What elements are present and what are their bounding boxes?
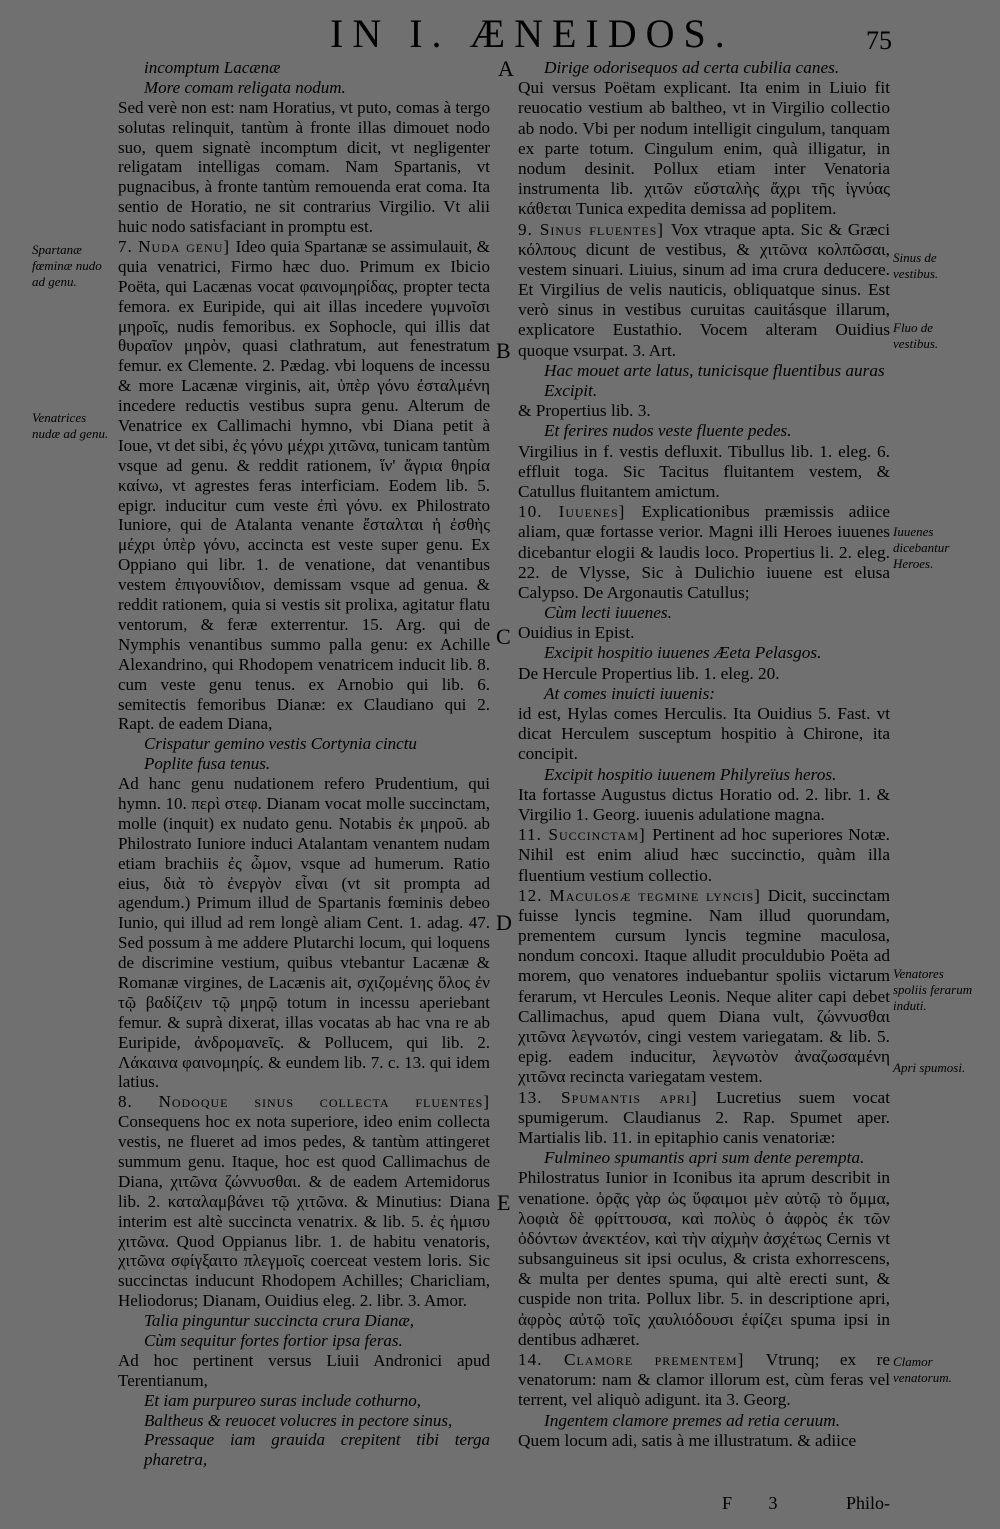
- paragraph: [518, 886, 890, 1088]
- paragraph-text: id est, Hylas comes Herculis. Ita Ouidius 5. Fast. vt dicat Herculem susceptum hospitio à Chirone, ita concipit.: [518, 704, 890, 764]
- paragraph: [118, 1092, 490, 1311]
- verse-text: Pressaque iam grauida crepitent tibi terga pharetra,: [144, 1430, 490, 1470]
- paragraph-text: Vtrunq; ex re venatorum: nam & clamor illorum est, cùm feras vel terrent, vel aliquò adigunt. ita 3. Georg.: [518, 1350, 890, 1410]
- margin-letter-e: E: [497, 1190, 511, 1215]
- verse-line: [118, 754, 490, 774]
- paragraph-text: Vox vtraque apta. Sic & Græci κόλπους dicunt de vestibus, & χιτῶνα κολπῶσαι, vestem sinuari. Liuius, sinum ad ima crura deducere. Et Virgilius de velis nauticis, obliquatque sinus. Est verò sinus in vestibus curuitas cauitásque illarum, explicatore Eustathio. Vocem alteram Ouidius quoque vsurpat. 3. Art.: [518, 219, 891, 360]
- paragraph-text: & Propertius lib. 3.: [518, 401, 651, 421]
- verse-text: Baltheus & reuocet volucres in pectore sinus,: [144, 1410, 453, 1430]
- paragraph-text: Ad hanc genu nudationem refero Prudentium, qui hymn. 10. περὶ στεφ. Dianam vocat molle succinctam, molle (inquit) ex nudato genu. Notabis ἐκ μηροῦ. ab Philostrato Iuniore induci Atalantam venantem nudam etiam brachiis ἐς ὦμον, vsque ad humerum. Ratio eius, διὰ τὸ ἐνεργὸν εἶναι (vt sit prompta ad agendum.) Primum illud de Spartanis fœminis debeo Iunio, qui illud ad rem longè aliam Cent. 1. adag. 47. Sed possum à me addere Plutarchi locum, qui loquens de discrimine vestium, quibus vtebantur Lacænæ & Romanæ virgines, de Lacænis ait, σχιζομένης ὅλος ἐν τῷ βαδίζειν τῷ μηρῷ totum in incessu aperiebant femur. & suprà dixerat, illas vocatas ab hac vna re ab Euripide, ἀνδρομανεῖς. & Pollucem, qui lib. 2. Λάκαινα φαινομηρίς. & eundem lib. 7. c. 13. qui idem latius.: [118, 774, 490, 1092]
- paragraph: [518, 1168, 890, 1350]
- verse-line: [518, 421, 890, 441]
- paragraph-text: Explicationibus præmissis adiice aliam, quæ fortasse verior. Magni illi Heroes iuuenes dicebantur elogii & laudis loco. Propertius li. 2. eleg. 22. de Vlysse, Sic à Dulichio iuuene est elusa Calypso. De Argonautis Catullus;: [518, 502, 890, 602]
- paragraph: [118, 237, 490, 734]
- margin-letter-a: A: [498, 56, 514, 81]
- catchword: Philo-: [846, 1493, 891, 1513]
- right-gloss-fluo: Fluo de vestibus.: [893, 320, 939, 351]
- paragraph-text: Ita fortasse Augustus dictus Horatio od. 2. libr. 1. & Virgilio 1. Georg. iuuenis adulatione magna.: [518, 784, 890, 824]
- verse-text: Dirige odorisequos ad certa cubilia canes.: [544, 58, 840, 77]
- verse-text: Talia pinguntur succincta crura Dianæ,: [144, 1311, 414, 1331]
- verse-text: Excipit.: [544, 381, 598, 400]
- lemma-heading: 13. Spumantis apri]: [518, 1087, 717, 1107]
- paragraph: [518, 704, 890, 765]
- lemma-heading: 7. Nuda genu]: [118, 237, 236, 257]
- paragraph: [518, 401, 890, 421]
- paragraph: [118, 1351, 490, 1391]
- verse-line: [518, 1411, 890, 1431]
- verse-line: [118, 1430, 490, 1470]
- paragraph: [518, 825, 890, 886]
- paragraph: [518, 502, 890, 603]
- right-gloss-clamor: Clamor venatorum.: [893, 1354, 952, 1385]
- paragraph-text: Ideo quia Spartanæ se assimulauit, & quia venatrici, Firmo hæc duo. Primum ex Ibicio Poëta, qui Lacænas vocat φαινομηρίδας, propter tecta femora. ex Euripide, qui ait illas incedere γυμνοῖσι μηροῖς, nudis femoribus. ex Sophocle, qui illis dat θυραῖον μηρὸν, quasi clathratum, aut fenestratum femur. ex Clemente. 2. Pædag. vbi loquens de incessu & more Lacænæ virginis, ait, ὑπὲρ γόνυ ἐσταλμένη incedere reductis vestibus supra genu. Alterum de Venatrice ex Callimachi hymno, vbi Diana petit à Ioue, vt det sibi, ἐς γόνυ μέχρι χιτῶνα, tunicam tantùm vsque ad genu. & reddit rationem, ἵν' ἄγρια θηρία καίνω, vt agrestes feras interficiam. Eodem lib. 5. epigr. inducitur cum veste ἐπὶ γόνυ. ex Philostrato Iuniore, qui de Atalanta venante ἔσταλται ἡ ἐσθὴς μέχρι ὑπὲρ γόνυ, accincta est veste super genu. Ex Oppiano qui libr. 1. de venatione, dat venantibus vestem ἐπιγουνίδιον, demissam vsque ad genua. & reddit rationem, quia si vestis sit prolixa, agitatur flatu ventorum, & feræ exterrentur. 15. Arg. qui de Nymphis venantibus summo palla genu: ex Achille Alexandrino, qui Rhodopem venatricem inducit lib. 8. cum veste genu tenus. ex Arnobio qui lib. 6. semitectis femoribus Dianæ: ex Claudiano qui 2. Rapt. de eadem Diana,: [118, 237, 490, 734]
- verse-line: [518, 1148, 890, 1168]
- verse-text: Fulmineo spumantis apri sum dente perempta.: [544, 1148, 865, 1168]
- paragraph: [518, 623, 890, 643]
- paragraph-text: Philostratus Iunior in Iconibus ita aprum describit in venatione. ὁρᾷς γὰρ ὡς ὕφαιμοι μὲν αὐτῷ τὸ ὄμμα, λοφιὰ δὲ φρίττουσα, καὶ πολὺς ὁ ἀφρὸς ἐκ τῶν ὀδόντων ἀνεκτέον, καὶ τὴν αἰχμὴν ἀσχέτως Cernis vt subsanguineus sit ipsi oculus, & crista exhorrescens, & multa per dentes spuma, qui altè erecti sunt, & cuspide non trita. Pollux libr. 5. in descriptione apri, ἀφρὸς αὐτῷ τοῖς χαυλιόδουσι ἐφίζει spuma ipsi in dentibus adhæret.: [518, 1168, 890, 1349]
- margin-letter-d: D: [496, 910, 512, 935]
- paragraph-text: Pertinent ad hoc superiores Notæ. Nihil est enim aliud hæc succinctio, quàm illa fluentium vestium collectio.: [518, 825, 890, 885]
- paragraph-text: Quem locum adi, satis à me illustratum. & adiice: [518, 1430, 857, 1450]
- verse-text: Crispatur gemino vestis Cortynia cinctu: [144, 734, 417, 754]
- verse-line: [518, 765, 890, 785]
- lemma-heading: 10. Iuuenes]: [518, 502, 642, 522]
- verse-line: [118, 1411, 490, 1431]
- paragraph: [518, 1088, 890, 1149]
- verse-line: [118, 78, 490, 98]
- paragraph: [518, 220, 890, 361]
- paragraph-text: Sed verè non est: nam Horatius, vt puto, comas à tergo solutas relinquit, tantùm à fronte illas dimouet nodo suo, quem signatè incomptum dicit, vt negligenter religatam intelligas comam. Nam Spartanis, vt pugnacibus, à fronte tantùm remouenda erat coma. Ita sentio de Horatio, ne sit contrarius Virgilio. Vt alii huic nodo satisfaciant in promptu est.: [118, 97, 490, 237]
- verse-text: Et ferires nudos veste fluente pedes.: [544, 421, 792, 441]
- left-text-column: [118, 58, 490, 1470]
- verse-line: [118, 734, 490, 754]
- verse-text: Excipit hospitio iuuenes Æeta Pelasgos.: [544, 643, 822, 663]
- paragraph: [518, 664, 890, 684]
- paragraph-text: Qui versus Poëtam explicant. Ita enim in Liuio fit reuocatio vestium ab baltheo, vt in Virgilio collectio ab nodo. Vbi per nodum intelligit cingulum, tanquam ex parte totum. Cingulum enim, quà illigatur, in nodum desinit. Pollux etiam inter Venatoria instrumenta lib. χιτῶν εὔσταλὴς ἄχρι τῆς ἰγνύας κάθεται Tunica expedita demissa ad poplitem.: [518, 78, 890, 219]
- lemma-heading: 8. Nodoque sinus collecta fluentes]: [118, 1092, 490, 1112]
- page-number: 75: [866, 26, 892, 55]
- verse-line: [518, 361, 890, 381]
- paragraph: [518, 442, 890, 503]
- paragraph: [518, 1350, 890, 1411]
- verse-text: Hac mouet arte latus, tunicisque fluentibus auras: [544, 360, 885, 380]
- running-title: IN I. ÆNEIDOS.: [330, 11, 734, 56]
- right-gloss-sinus: Sinus de vestibus.: [893, 250, 939, 281]
- verse-text: Cùm lecti iuuenes.: [544, 603, 672, 623]
- paragraph: [518, 785, 890, 825]
- paragraph: [118, 98, 490, 237]
- right-gloss-apri: Apri spumosi.: [893, 1060, 966, 1075]
- verse-line: [518, 58, 890, 78]
- right-gloss-iuuenes: Iuuenes dicebantur Heroes.: [893, 524, 950, 571]
- left-gloss-spartan-women: Spartanæ fœminæ nudo ad genu.: [32, 242, 102, 289]
- verse-text: Et iam purpureo suras include cothurno,: [144, 1390, 422, 1410]
- verse-text: Poplite fusa tenus.: [144, 754, 271, 774]
- lemma-heading: 11. Succinctam]: [518, 825, 653, 845]
- verse-line: [518, 381, 890, 401]
- verse-line: [518, 603, 890, 623]
- verse-line: [118, 1311, 490, 1331]
- margin-letter-b: B: [496, 338, 511, 363]
- paragraph: [118, 774, 490, 1092]
- verse-line: [118, 1391, 490, 1411]
- paragraph-text: Ouidius in Epist.: [518, 623, 635, 643]
- verse-line: [118, 58, 490, 78]
- lemma-heading: 14. Clamore prementem]: [518, 1350, 766, 1369]
- lemma-heading: 12. Maculosæ tegmine lyncis]: [518, 885, 768, 905]
- paragraph: [518, 78, 890, 219]
- verse-text: More comam religata nodum.: [144, 77, 346, 97]
- right-gloss-venatores: Venatores spoliis ferarum induti.: [893, 966, 973, 1013]
- verse-text: Excipit hospitio iuuenem Philyreïus heros.: [544, 764, 837, 784]
- verse-line: [118, 1331, 490, 1351]
- lemma-heading: 9. Sinus fluentes]: [518, 219, 671, 239]
- paragraph-text: De Hercule Propertius lib. 1. eleg. 20.: [518, 663, 780, 683]
- verse-line: [518, 643, 890, 663]
- verse-text: incomptum Lacænæ: [144, 58, 281, 77]
- left-gloss-huntresses: Venatrices nudæ ad genu.: [32, 410, 109, 441]
- paragraph-text: Ad hoc pertinent versus Liuii Andronici apud Terentianum,: [118, 1350, 490, 1390]
- paragraph-text: Virgilius in f. vestis defluxit. Tibullus lib. 1. eleg. 6. effluit toga. Sic Tacitus fluitantem vestem, & Catullus fluitantem amictum.: [518, 441, 890, 501]
- verse-line: [518, 684, 890, 704]
- paragraph: [518, 1431, 890, 1451]
- signature-mark: F 3: [722, 1493, 794, 1513]
- paragraph-text: Lucretius suem vocat spumigerum. Claudianus 2. Rap. Spumet aper. Martialis lib. 11. in epitaphio canis venatoriæ:: [518, 1087, 890, 1147]
- verse-text: Cùm sequitur fortes fortior ipsa feras.: [144, 1331, 403, 1350]
- verse-text: At comes inuicti iuuenis:: [544, 683, 716, 703]
- paragraph-text: Consequens hoc ex nota superiore, ideo enim collecta vestis, ne flueret ad imos pedes, & tantùm attingeret summum genu. Itaque, hoc est quod Callimachus de Diana, χιτῶνα ζώννυσθαι. & de eadem Artemidorus lib. 2. καταλαμβάνει τῷ χιτῶνα. & Minutius: Diana interim est altè succincta venatrix. & lib. 5. ἐς ἡμισυ χιτῶνα. Quod Oppianus libr. 1. de habitu venatoris, χιτῶνα σφίγξαιτο πλεγμοῖς coerceat vestem loris. Sic succinctas inducunt Rhodopem Achilles; Charicliam, Heliodorus; Dianam, Ouidius eleg. 2. libr. 3. Amor.: [118, 1112, 490, 1311]
- verse-text: Ingentem clamore premes ad retia ceruum.: [544, 1410, 841, 1430]
- margin-letter-c: C: [496, 624, 511, 649]
- right-text-column: [518, 58, 890, 1451]
- paragraph-text: Dicit, succinctam fuisse lyncis tegmine. Nam illud quorundam, prementem cursum lyncis tegmine maculosa, nondum concoxi. Itaque alludit proculdubio Poëta ad morem, quo venatores induebantur spoliis victarum ferarum, vt Hercules Leonis. Neque aliter capi debet Callimachus, apud quem Diana vult, ζώννυσθαι χιτῶνα λεγνωτόν, cingi vestem variegatam. & lib. 5. epig. eadem inducitur, λεγνωτὸν ἀναζωσαμένη χιτῶνα recincta variegatam vestem.: [518, 885, 890, 1087]
